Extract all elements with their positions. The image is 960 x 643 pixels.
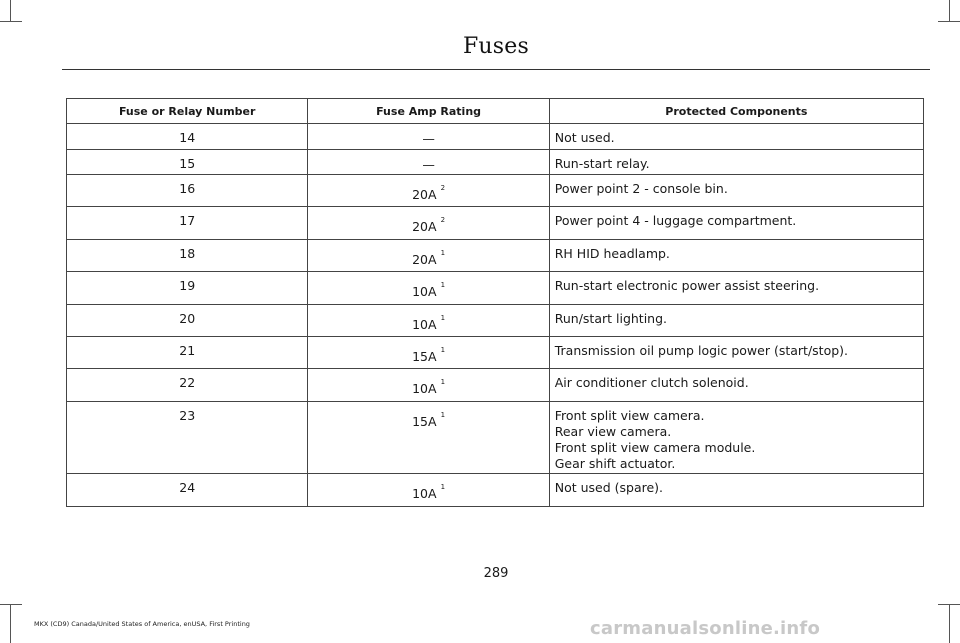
footnote-marker: 1 bbox=[440, 411, 446, 419]
table-row bbox=[67, 272, 924, 305]
component-line: Not used. bbox=[554, 130, 615, 145]
footnote-marker: 1 bbox=[440, 281, 446, 289]
component-line: Not used (spare). bbox=[554, 480, 664, 495]
component-line: Power point 4 - luggage compartment. bbox=[554, 213, 797, 228]
column-header-fuse-number: Fuse or Relay Number bbox=[67, 99, 308, 124]
amp-rating-cell bbox=[308, 402, 549, 474]
page-number: 289 bbox=[483, 566, 509, 581]
component-line: Front split view camera. bbox=[554, 408, 705, 423]
component-line: Transmission oil pump logic power (start/stop). bbox=[554, 343, 848, 358]
crop-mark bbox=[0, 21, 22, 22]
table-row bbox=[67, 305, 924, 337]
protected-components-cell bbox=[549, 150, 923, 175]
protected-components-cell bbox=[549, 272, 923, 305]
amp-rating-value: 20A bbox=[412, 252, 437, 267]
component-line: Gear shift actuator. bbox=[554, 456, 676, 471]
protected-components-cell bbox=[549, 207, 923, 240]
crop-mark bbox=[949, 604, 950, 643]
amp-rating-value: 10A bbox=[412, 317, 437, 332]
fuse-number-cell: 21 bbox=[67, 337, 308, 369]
fuse-table bbox=[66, 98, 924, 507]
protected-components-cell bbox=[549, 240, 923, 272]
component-line: Air conditioner clutch solenoid. bbox=[554, 375, 749, 390]
amp-rating-value: 10A bbox=[412, 381, 437, 396]
column-header-protected-components: Protected Components bbox=[549, 99, 923, 124]
component-line: Run-start relay. bbox=[554, 156, 650, 171]
table-row bbox=[67, 240, 924, 272]
table-row bbox=[67, 150, 924, 175]
protected-components-cell bbox=[549, 337, 923, 369]
crop-mark bbox=[0, 604, 22, 605]
fuse-number-cell: 17 bbox=[67, 207, 308, 240]
protected-components-cell bbox=[549, 305, 923, 337]
table-row bbox=[67, 337, 924, 369]
protected-components-cell bbox=[549, 369, 923, 402]
amp-rating-cell bbox=[308, 150, 549, 175]
table-row bbox=[67, 474, 924, 507]
footnote-marker: 2 bbox=[440, 184, 446, 192]
column-header-amp-rating: Fuse Amp Rating bbox=[308, 99, 549, 124]
amp-rating-cell bbox=[308, 474, 549, 507]
amp-rating-value: — bbox=[422, 131, 435, 146]
protected-components-cell bbox=[549, 124, 923, 150]
crop-mark bbox=[10, 0, 11, 22]
fuse-number-cell: 15 bbox=[67, 150, 308, 175]
amp-rating-value: 15A bbox=[412, 414, 437, 429]
component-line: Power point 2 - console bin. bbox=[554, 181, 728, 196]
amp-rating-cell bbox=[308, 369, 549, 402]
crop-mark bbox=[949, 0, 950, 22]
protected-components-cell bbox=[549, 474, 923, 507]
table-row bbox=[67, 207, 924, 240]
footnote-marker: 1 bbox=[440, 249, 446, 257]
fuse-number-cell: 14 bbox=[67, 124, 308, 150]
table-row bbox=[67, 175, 924, 207]
protected-components-cell bbox=[549, 402, 923, 474]
fuse-number-cell: 19 bbox=[67, 272, 308, 305]
table-header-row bbox=[67, 99, 924, 124]
table-row bbox=[67, 369, 924, 402]
component-line: Front split view camera module. bbox=[554, 440, 756, 455]
watermark: carmanualsonline.info bbox=[590, 618, 821, 639]
amp-rating-cell bbox=[308, 175, 549, 207]
fuse-number-cell: 16 bbox=[67, 175, 308, 207]
component-line: Rear view camera. bbox=[554, 424, 672, 439]
amp-rating-cell bbox=[308, 272, 549, 305]
amp-rating-value: 20A bbox=[412, 187, 437, 202]
component-line: Run/start lighting. bbox=[554, 311, 668, 326]
fuse-number-cell: 22 bbox=[67, 369, 308, 402]
crop-mark bbox=[938, 604, 960, 605]
table-row bbox=[67, 124, 924, 150]
component-line: Run-start electronic power assist steering. bbox=[554, 278, 820, 293]
amp-rating-cell bbox=[308, 337, 549, 369]
fuse-number-cell: 20 bbox=[67, 305, 308, 337]
crop-mark bbox=[938, 21, 960, 22]
amp-rating-value: 10A bbox=[412, 486, 437, 501]
amp-rating-cell bbox=[308, 240, 549, 272]
component-line: RH HID headlamp. bbox=[554, 246, 670, 261]
footnote-marker: 2 bbox=[440, 216, 446, 224]
section-title: Fuses bbox=[462, 34, 530, 59]
amp-rating-cell bbox=[308, 305, 549, 337]
footnote-marker: 1 bbox=[440, 346, 446, 354]
amp-rating-value: 20A bbox=[412, 219, 437, 234]
footnote-marker: 1 bbox=[440, 378, 446, 386]
fuse-number-cell: 18 bbox=[67, 240, 308, 272]
title-divider bbox=[62, 69, 930, 70]
crop-mark bbox=[10, 604, 11, 643]
fuse-number-cell: 23 bbox=[67, 402, 308, 474]
amp-rating-cell bbox=[308, 207, 549, 240]
footnote-marker: 1 bbox=[440, 314, 446, 322]
amp-rating-value: — bbox=[422, 157, 435, 172]
footnote-marker: 1 bbox=[440, 483, 446, 491]
amp-rating-cell bbox=[308, 124, 549, 150]
protected-components-cell bbox=[549, 175, 923, 207]
fuse-table-body bbox=[67, 124, 924, 507]
publication-footer: MKX (CD9) Canada/United States of America, enUSA, First Printing bbox=[34, 620, 250, 628]
fuse-number-cell: 24 bbox=[67, 474, 308, 507]
amp-rating-value: 15A bbox=[412, 349, 437, 364]
table-row bbox=[67, 402, 924, 474]
amp-rating-value: 10A bbox=[412, 284, 437, 299]
